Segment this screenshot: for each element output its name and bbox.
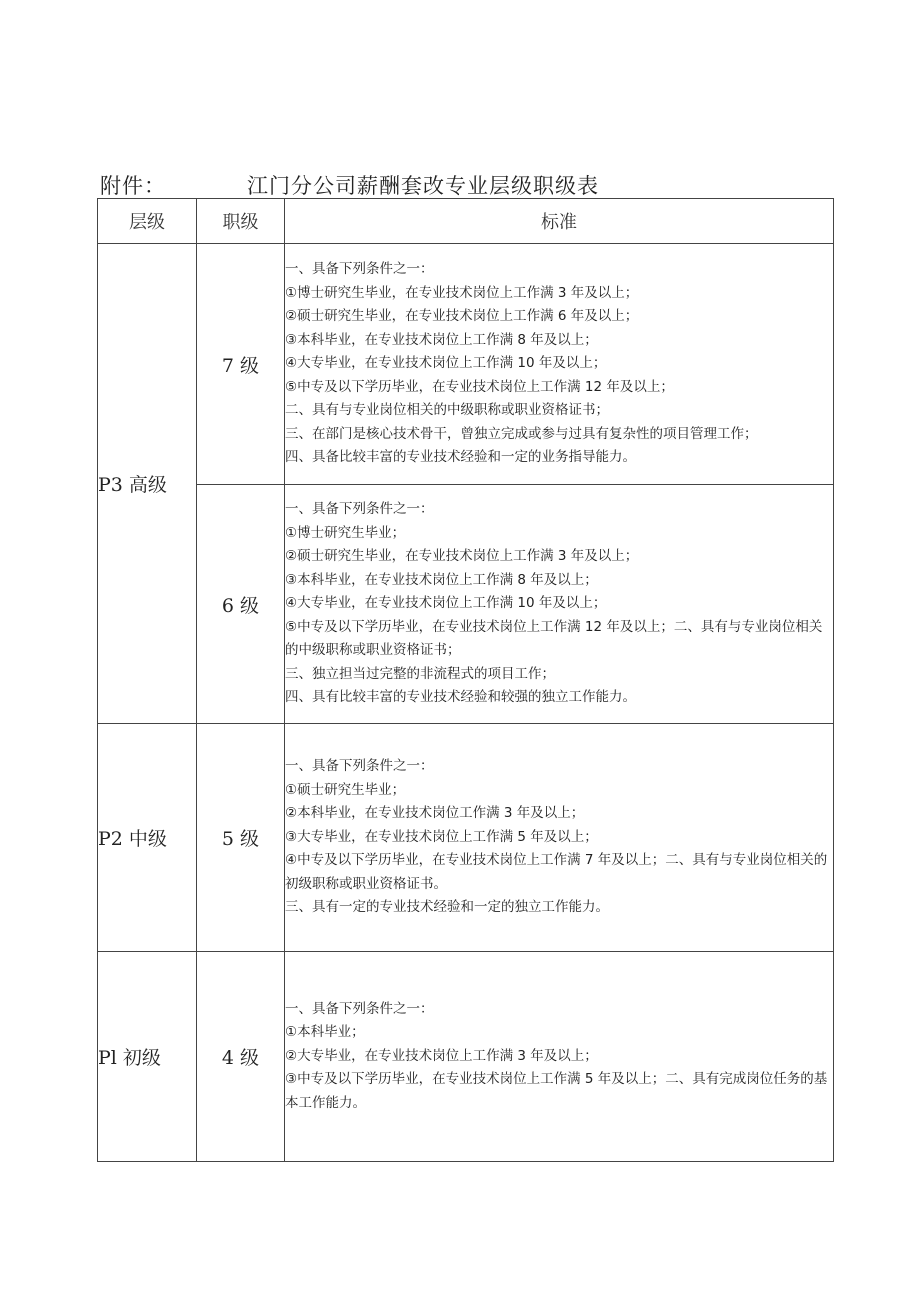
standard-line: ①硕士研究生毕业；	[285, 781, 406, 798]
level-cell-p1: Pl 初级	[98, 952, 197, 1162]
standard-line: ②硕士研究生毕业，在专业技术岗位上工作满 3 年及以上；	[285, 548, 639, 565]
standard-line: ①博士研究生毕业；	[285, 524, 406, 541]
standard-line: 一、具备下列条件之一：	[285, 501, 434, 518]
standard-line: 四、具有比较丰富的专业技术经验和较强的独立工作能力。	[285, 689, 636, 706]
standard-line: ③本科毕业，在专业技术岗位上工作满 8 年及以上；	[285, 331, 598, 348]
standard-line: ①本科毕业；	[285, 1024, 365, 1041]
standard-line: 一、具备下列条件之一：	[285, 758, 434, 775]
table-row	[98, 724, 834, 952]
standard-cell-5	[285, 724, 834, 952]
grade-cell-5: 5 级	[197, 724, 285, 952]
standard-line: ③本科毕业，在专业技术岗位上工作满 8 年及以上；	[285, 571, 598, 588]
standard-line: 三、在部门是核心技术骨干，曾独立完成或参与过具有复杂性的项目管理工作；	[285, 425, 758, 442]
standard-line: ②本科毕业，在专业技术岗位工作满 3 年及以上；	[285, 805, 585, 822]
standard-line: 一、具备下列条件之一：	[285, 261, 434, 278]
grade-table	[97, 198, 834, 1162]
level-cell-p3: P3 高级	[98, 244, 197, 724]
standard-line: ②大专毕业，在专业技术岗位上工作满 3 年及以上；	[285, 1047, 598, 1064]
standard-line: 二、具有与专业岗位相关的中级职称或职业资格证书；	[285, 402, 609, 419]
grade-cell-7: 7 级	[197, 244, 285, 485]
standard-line: ④中专及以下学历毕业，在专业技术岗位上工作满 7 年及以上；二、具有与专业岗位相关的初级职称或职业资格证书。	[285, 852, 828, 892]
table-row	[98, 244, 834, 485]
grade-cell-4: 4 级	[197, 952, 285, 1162]
standard-line: ③大专毕业，在专业技术岗位上工作满 5 年及以上；	[285, 828, 598, 845]
header-standard: 标准	[285, 199, 834, 244]
standard-cell-7	[285, 244, 834, 485]
standard-line: 三、独立担当过完整的非流程式的项目工作；	[285, 665, 555, 682]
standard-line: ④大专毕业，在专业技术岗位上工作满 10 年及以上；	[285, 355, 607, 372]
standard-cell-6	[285, 485, 834, 724]
table-row	[98, 485, 834, 724]
standard-line: ②硕士研究生毕业，在专业技术岗位上工作满 6 年及以上；	[285, 308, 639, 325]
standard-line: ⑤中专及以下学历毕业，在专业技术岗位上工作满 12 年及以上；二、具有与专业岗位相关的中级职称或职业资格证书；	[285, 618, 823, 659]
standard-line: ③中专及以下学历毕业，在专业技术岗位上工作满 5 年及以上；二、具有完成岗位任务的基本工作能力。	[285, 1071, 828, 1111]
standard-line: ⑤中专及以下学历毕业，在专业技术岗位上工作满 12 年及以上；	[285, 378, 674, 395]
level-cell-p2: P2 中级	[98, 724, 197, 952]
document-title	[100, 170, 840, 200]
standard-line: 三、具有一定的专业技术经验和一定的独立工作能力。	[285, 899, 609, 916]
grade-cell-6: 6 级	[197, 485, 285, 724]
standard-line: 一、具备下列条件之一：	[285, 1000, 434, 1017]
header-grade: 职级	[197, 199, 285, 244]
standard-line: 四、具备比较丰富的专业技术经验和一定的业务指导能力。	[285, 449, 636, 466]
table-header-row	[98, 199, 834, 244]
title-main: 江门分公司薪酬套改专业层级职级表	[247, 174, 599, 198]
title-prefix: 附件：	[100, 174, 166, 198]
standard-cell-4	[285, 952, 834, 1162]
table-row	[98, 952, 834, 1162]
header-level: 层级	[98, 199, 197, 244]
standard-line: ①博士研究生毕业，在专业技术岗位上工作满 3 年及以上；	[285, 284, 639, 301]
standard-line: ④大专毕业，在专业技术岗位上工作满 10 年及以上；	[285, 595, 607, 612]
